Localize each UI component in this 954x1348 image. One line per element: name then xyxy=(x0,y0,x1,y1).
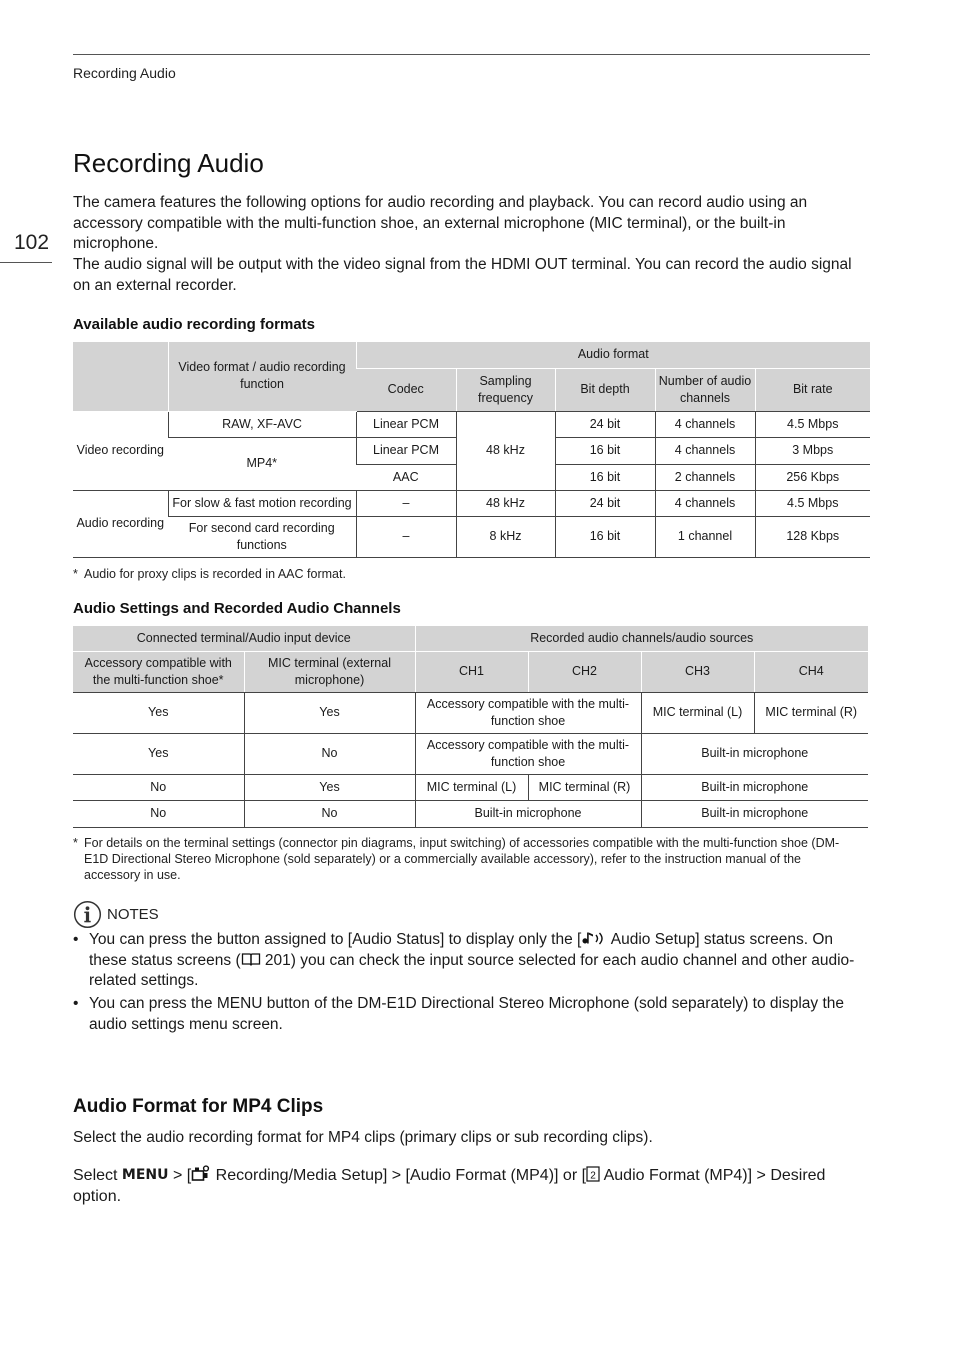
func-cell: For slow & fast motion recording xyxy=(168,490,356,516)
codec-cell: – xyxy=(356,490,456,516)
table-row xyxy=(73,800,868,827)
accessory-cell: No xyxy=(73,800,244,827)
channels-table xyxy=(73,626,868,828)
info-icon xyxy=(73,900,102,929)
note-text-1c: 201) you can check the input source selected for each audio channel and other audio-related settings. xyxy=(89,951,855,989)
running-title: Recording Audio xyxy=(73,65,176,81)
notes-header xyxy=(73,900,159,929)
ch1-cell: MIC terminal (L) xyxy=(415,774,528,800)
svg-text:2: 2 xyxy=(590,1170,596,1182)
menu-icon: MENU xyxy=(121,1167,169,1183)
formats-heading: Available audio recording formats xyxy=(73,316,315,333)
table-row xyxy=(73,692,868,733)
table-row xyxy=(73,516,870,557)
mic-cell: Yes xyxy=(244,692,415,733)
group-video: Video recording xyxy=(73,411,168,490)
ch34-cell: Built-in microphone xyxy=(641,774,868,800)
ch12-cell: Built-in microphone xyxy=(415,800,641,827)
col-ch2: CH2 xyxy=(528,651,641,692)
bitrate-cell: 3 Mbps xyxy=(755,437,870,464)
ch4-cell: MIC terminal (R) xyxy=(754,692,868,733)
ch12-cell: Accessory compatible with the multi-function shoe xyxy=(415,733,641,774)
path-part-c: Audio Format (MP4)] > Desired option. xyxy=(73,1167,826,1205)
footnote-text: Audio for proxy clips is recorded in AAC format. xyxy=(84,567,346,581)
col-codec: Codec xyxy=(356,368,456,411)
footnote-mark: * xyxy=(73,567,78,581)
codec-cell: AAC xyxy=(356,464,456,490)
table-row xyxy=(73,411,870,437)
codec-cell: Linear PCM xyxy=(356,411,456,437)
accessory-cell: Yes xyxy=(73,733,244,774)
table-row xyxy=(73,774,868,800)
notes-label: NOTES xyxy=(107,906,159,923)
path-part-b: Recording/Media Setup] > [Audio Format (MP4)] or [ xyxy=(211,1167,587,1184)
formats-footnote xyxy=(73,566,853,582)
func-cell: RAW, XF-AVC xyxy=(168,411,356,437)
col-recorded: Recorded audio channels/audio sources xyxy=(415,626,868,651)
col-ch3: CH3 xyxy=(641,651,754,692)
section-description: Select the audio recording format for MP4 clips (primary clips or sub recording clips). xyxy=(73,1129,653,1146)
group-audio: Audio recording xyxy=(73,490,168,557)
channels-cell: 1 channel xyxy=(655,516,755,557)
col-video-format: Video format / audio recording function xyxy=(168,342,356,411)
music-note-icon xyxy=(581,931,607,946)
accessory-cell: No xyxy=(73,774,244,800)
note-text-1a: You can press the button assigned to [Audio Status] to display only the [ xyxy=(89,931,582,948)
note-item-2: • You can press the MENU button of the DM-E1D Directional Stereo Microphone (sold separately) to display the audio settings menu screen. xyxy=(73,994,873,1035)
table-row xyxy=(73,490,870,516)
path-part-a: > [ xyxy=(168,1167,192,1184)
col-bitrate: Bit rate xyxy=(755,368,870,411)
note-text-2: You can press the MENU button of the DM-E1D Directional Stereo Microphone (sold separately) to display the audio settings menu screen. xyxy=(89,995,844,1033)
codec-cell: Linear PCM xyxy=(356,437,456,464)
bitdepth-cell: 16 bit xyxy=(555,437,655,464)
mic-cell: Yes xyxy=(244,774,415,800)
table-row xyxy=(73,733,868,774)
bitrate-cell: 128 Kbps xyxy=(755,516,870,557)
col-channels: Number of audio channels xyxy=(655,368,755,411)
col-ch4: CH4 xyxy=(754,651,868,692)
func-cell: MP4* xyxy=(168,437,356,490)
ch2-cell: MIC terminal (R) xyxy=(528,774,641,800)
bitdepth-cell: 16 bit xyxy=(555,464,655,490)
footnote-text: For details on the terminal settings (connector pin diagrams, input switching) of accessories compatible with the multi-function shoe (DM-E1D Directional Stereo Microphone (sold separately) or a commercially available accessory), refer to the instruction manual of the accessory in use. xyxy=(84,836,840,882)
footnote-mark: * xyxy=(73,836,78,850)
channels-cell: 4 channels xyxy=(655,411,755,437)
formats-table xyxy=(73,342,870,558)
mic-cell: No xyxy=(244,733,415,774)
bitdepth-cell: 16 bit xyxy=(555,516,655,557)
ch34-cell: Built-in microphone xyxy=(641,733,868,774)
book-icon xyxy=(241,952,261,967)
menu-path xyxy=(73,1165,863,1207)
col-connected: Connected terminal/Audio input device xyxy=(73,626,415,651)
formats-corner-cell xyxy=(73,342,168,411)
bitrate-cell: 256 Kbps xyxy=(755,464,870,490)
func-cell: For second card recording functions xyxy=(168,516,356,557)
bitrate-cell: 4.5 Mbps xyxy=(755,411,870,437)
bitrate-cell: 4.5 Mbps xyxy=(755,490,870,516)
sampling-cell: 48 kHz xyxy=(456,490,555,516)
col-sampling: Sampling frequency xyxy=(456,368,555,411)
codec-cell: – xyxy=(356,516,456,557)
channels-cell: 2 channels xyxy=(655,464,755,490)
col-accessory: Accessory compatible with the multi-function shoe* xyxy=(73,651,244,692)
ch12-cell: Accessory compatible with the multi-function shoe xyxy=(415,692,641,733)
page-number-rule xyxy=(0,262,52,263)
intro-paragraph-2: The audio signal will be output with the video signal from the HDMI OUT terminal. You can record the audio signal on an external recorder. xyxy=(73,256,852,294)
sampling-cell: 48 kHz xyxy=(456,411,555,490)
col-ch1: CH1 xyxy=(415,651,528,692)
note-item-1: • You can press the button assigned to [Audio Status] to display only the [ Audio Setup] status screens. On these status screens ( 201) you can check the input source selected for each audio channel and other audio-related settings. xyxy=(73,931,855,989)
camera-settings-icon xyxy=(191,1165,211,1182)
mic-cell: No xyxy=(244,800,415,827)
ch3-cell: MIC terminal (L) xyxy=(641,692,754,733)
channels-heading: Audio Settings and Recorded Audio Channels xyxy=(73,600,401,617)
accessory-cell: Yes xyxy=(73,692,244,733)
channels-cell: 4 channels xyxy=(655,490,755,516)
select-word: Select xyxy=(73,1167,118,1184)
note-text-1b: Audio Setup] status screens. On these status screens ( xyxy=(89,931,834,969)
bitdepth-cell: 24 bit xyxy=(555,411,655,437)
page-number: 102 xyxy=(14,231,50,254)
channels-footnote xyxy=(73,835,853,883)
page-2-icon xyxy=(586,1166,600,1182)
col-mic: MIC terminal (external microphone) xyxy=(244,651,415,692)
page-title: Recording Audio xyxy=(73,148,264,178)
bitdepth-cell: 24 bit xyxy=(555,490,655,516)
ch34-cell: Built-in microphone xyxy=(641,800,868,827)
col-audio-format: Audio format xyxy=(356,342,870,368)
header-rule xyxy=(73,54,870,55)
channels-cell: 4 channels xyxy=(655,437,755,464)
intro-paragraph-1: The camera features the following options for audio recording and playback. You can record audio using an accessory compatible with the multi-function shoe, an external microphone (MIC terminal), or the built-in microphone. xyxy=(73,194,808,252)
section-title: Audio Format for MP4 Clips xyxy=(73,1096,324,1117)
sampling-cell: 8 kHz xyxy=(456,516,555,557)
col-bitdepth: Bit depth xyxy=(555,368,655,411)
